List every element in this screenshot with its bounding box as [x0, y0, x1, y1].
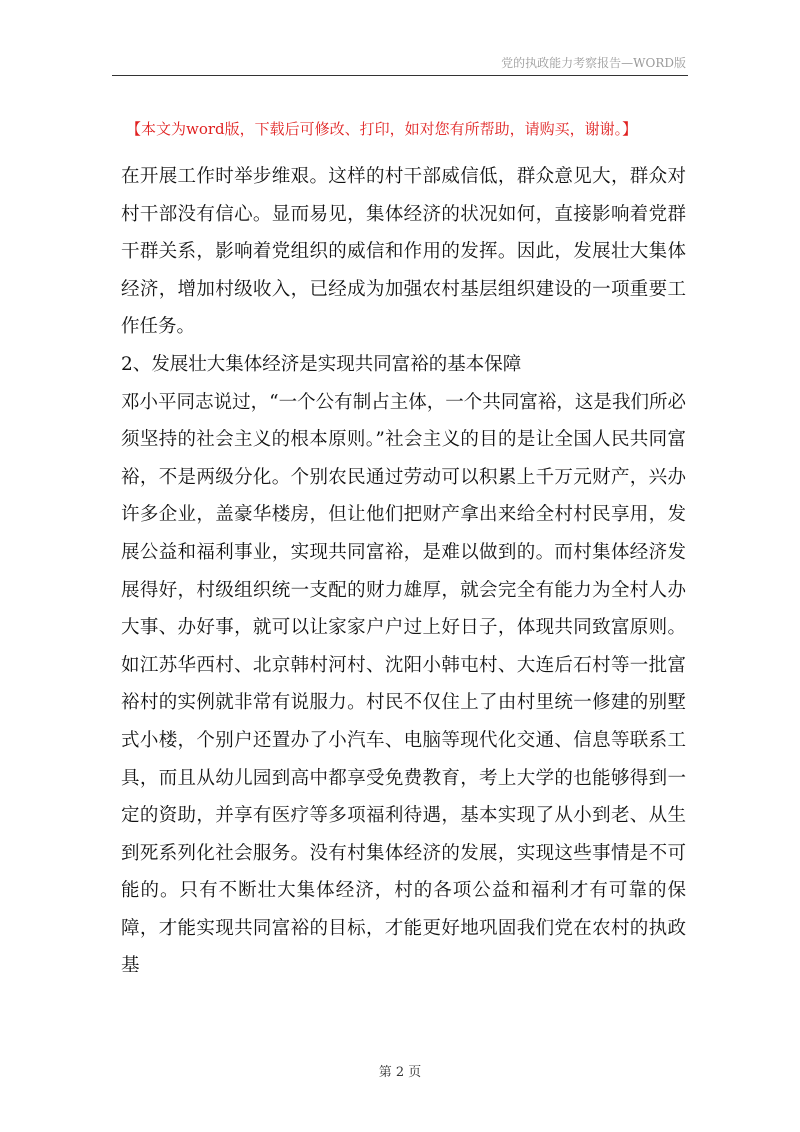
- section-heading: 2、发展壮大集体经济是实现共同富裕的基本保障: [121, 353, 522, 375]
- page-number: 第 2 页: [378, 1065, 422, 1080]
- page-header: 党的执政能力考察报告—WORD版: [501, 56, 686, 70]
- purchase-notice: 【本文为word版，下载后可修改、打印，如对您有所帮助，请购买，谢谢。】: [126, 120, 638, 138]
- paragraph-2: 邓小平同志说过，“一个公有制占主体，一个共同富裕，这是我们所必须坚持的社会主义的根本原则。”社会主义的目的是让全国人民共同富裕，不是两级分化。个别农民通过劳动可以积累上千万元财产，兴办许多企业，盖豪华楼房，但让他们把财产拿出来给全村村民享用，发展公益和福利事业，实现共同富裕，是难以做到的。而村集体经济发展得好，村级组织统一支配的财力雄厚，就会完全有能力为全村人办大事、办好事，就可以让家家户户过上好日子，体现共同致富原则。如江苏华西村、北京韩村河村、沈阳小韩屯村、大连后石村等一批富裕村的实例就非常有说服力。村民不仅住上了由村里统一修建的别墅式小楼，个别户还置办了小汽车、电脑等现代化交通、信息等联系工具，而且从幼儿园到高中都享受免费教育，考上大学的也能够得到一定的资助，并享有医疗等多项福利待遇，基本实现了从小到老、从生到死系列化社会服务。没有村集体经济的发展，实现这些事情是不可能的。只有不断壮大集体经济，村的各项公益和福利才有可靠的保障，才能实现共同富裕的目标，才能更好地巩固我们党在农村的执政基: [121, 391, 686, 977]
- header-divider: [112, 75, 688, 76]
- paragraph-1: 在开展工作时举步维艰。这样的村干部威信低，群众意见大，群众对村干部没有信心。显而易见，集体经济的状况如何，直接影响着党群干群关系，影响着党组织的威信和作用的发挥。因此，发展壮大集体经济，增加村级收入，已经成为加强农村基层组织建设的一项重要工作任务。: [121, 166, 686, 338]
- document-body: [121, 158, 686, 985]
